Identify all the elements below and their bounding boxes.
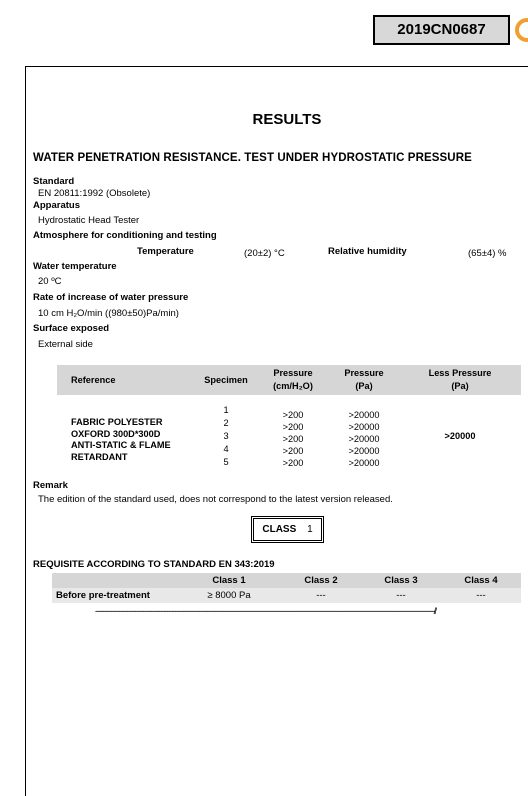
report-number: 2019CN0687 xyxy=(397,21,486,38)
humidity-label: Relative humidity xyxy=(328,246,407,257)
apparatus-label: Apparatus xyxy=(33,200,80,211)
specimen-number: 2 xyxy=(223,417,229,428)
header-less-pressure-unit: (Pa) xyxy=(451,381,469,391)
rate-value: 10 cm H₂O/min ((980±50)Pa/min) xyxy=(38,308,179,319)
standard-label: Standard xyxy=(33,176,75,187)
pressure-cm-cell xyxy=(257,395,329,477)
requisite-value: --- xyxy=(361,588,441,603)
specimen-number: 1 xyxy=(223,404,229,415)
temperature-label: Temperature xyxy=(137,246,194,257)
pressure-pa-cell xyxy=(329,395,399,477)
company-logo-icon xyxy=(515,18,528,42)
header-pressure-cm-label: Pressure xyxy=(273,368,313,378)
reference-line: ANTI-STATIC & FLAME xyxy=(71,440,171,450)
class-box xyxy=(251,516,324,543)
header-pressure-cm xyxy=(257,365,329,395)
requisite-row xyxy=(52,588,521,603)
surface-value: External side xyxy=(38,339,93,350)
header-less-pressure-label: Less Pressure xyxy=(428,368,492,378)
rate-label: Rate of increase of water pressure xyxy=(33,292,189,303)
specimen-number: 5 xyxy=(223,456,229,467)
pressure-cm-value: >200 xyxy=(282,410,304,420)
requisite-header-class: Class 3 xyxy=(361,573,441,588)
section-title: WATER PENETRATION RESISTANCE. TEST UNDER HYDROSTATIC PRESSURE xyxy=(33,152,472,164)
pressure-pa-value: >20000 xyxy=(348,434,380,444)
requisite-header-class: Class 2 xyxy=(281,573,361,588)
humidity-value: (65±4) % xyxy=(468,248,507,259)
specimen-number: 3 xyxy=(223,430,229,441)
remark-label: Remark xyxy=(33,480,68,491)
class-value: 1 xyxy=(307,524,313,535)
water-temperature-value: 20 ºC xyxy=(38,276,62,287)
header-pressure-pa xyxy=(329,365,399,395)
header-less-pressure xyxy=(399,365,521,395)
reference-line: OXFORD 300D*300D xyxy=(71,428,161,439)
specimen-number: 4 xyxy=(223,443,229,454)
standard-value: EN 20811:1992 (Obsolete) xyxy=(38,188,151,199)
reference-cell xyxy=(57,395,195,477)
requisite-table xyxy=(52,573,521,603)
reference-line: FABRIC POLYESTER xyxy=(71,417,163,427)
water-temperature-label: Water temperature xyxy=(33,261,117,272)
less-pressure-cell: >20000 xyxy=(444,431,476,441)
results-row xyxy=(57,395,521,477)
report-number-box xyxy=(373,15,510,45)
requisite-value: --- xyxy=(441,588,521,603)
surface-label: Surface exposed xyxy=(33,323,110,334)
page-title: RESULTS xyxy=(252,111,322,128)
requisite-value: ≥ 8000 Pa xyxy=(177,588,281,603)
apparatus-value: Hydrostatic Head Tester xyxy=(38,215,140,226)
header-pressure-pa-label: Pressure xyxy=(344,368,384,378)
requisite-row-label: Before pre-treatment xyxy=(52,588,177,603)
pressure-pa-value: >20000 xyxy=(348,446,380,456)
atmosphere-label: Atmosphere for conditioning and testing xyxy=(33,230,217,241)
header-pressure-pa-unit: (Pa) xyxy=(355,381,373,391)
results-header-row xyxy=(57,365,521,395)
pressure-pa-value: >20000 xyxy=(348,458,380,468)
pressure-cm-value: >200 xyxy=(282,458,304,468)
results-table xyxy=(57,365,521,477)
reference-line: RETARDANT xyxy=(71,451,128,462)
specimen-cell xyxy=(195,395,257,477)
pressure-pa-value: >20000 xyxy=(348,410,380,420)
requisite-header-empty xyxy=(52,573,177,588)
pressure-pa-value: >20000 xyxy=(348,422,380,432)
header-specimen: Specimen xyxy=(195,365,257,395)
pressure-cm-value: >200 xyxy=(282,434,304,444)
pressure-cm-value: >200 xyxy=(282,422,304,432)
requisite-header-class: Class 4 xyxy=(441,573,521,588)
requisite-header-row xyxy=(52,573,521,588)
header-reference: Reference xyxy=(57,365,195,395)
remark-text: The edition of the standard used, does not correspond to the latest version released. xyxy=(38,494,393,505)
end-of-section-line: --------------------------------------------------------------------------------------------------------------------------------------------------------------------------------------------------------------------// xyxy=(95,606,436,616)
class-label: CLASS xyxy=(262,524,297,535)
temperature-value: (20±2) °C xyxy=(244,248,285,259)
requisite-header-class: Class 1 xyxy=(177,573,281,588)
requisite-title: REQUISITE ACCORDING TO STANDARD EN 343:2019 xyxy=(33,559,275,570)
header-pressure-cm-unit: (cm/H₂O) xyxy=(273,381,313,391)
pressure-cm-value: >200 xyxy=(282,446,304,456)
requisite-value: --- xyxy=(281,588,361,603)
